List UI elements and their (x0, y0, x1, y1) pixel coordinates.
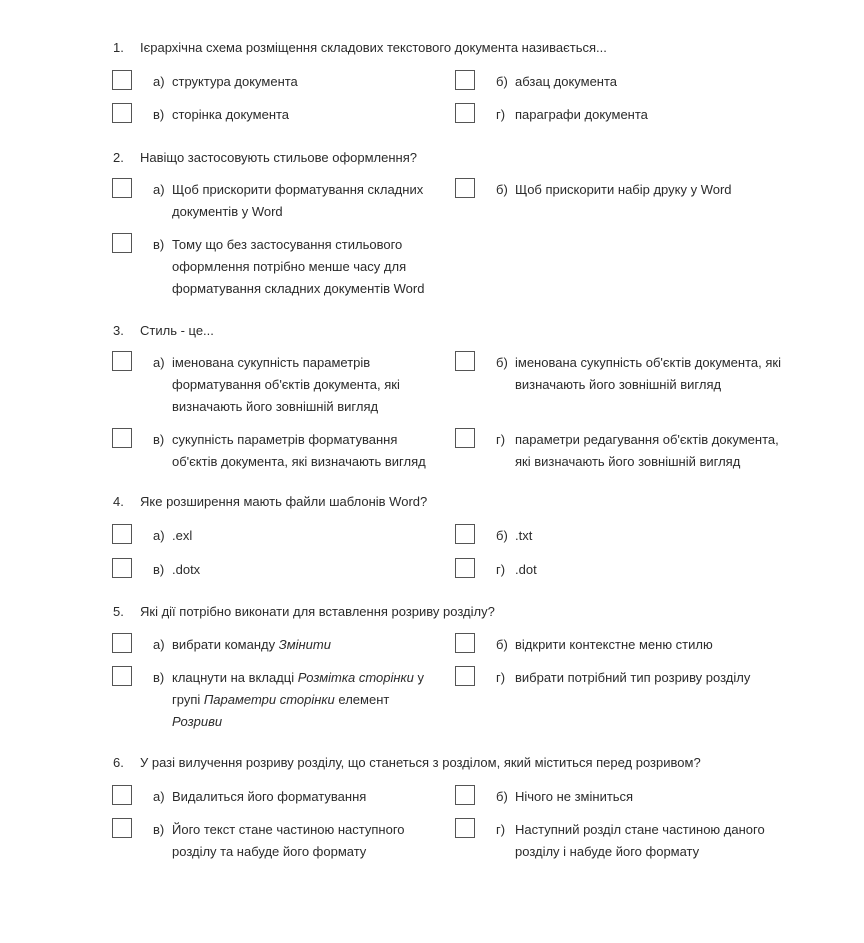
option-text: розділу та набуде його формату (172, 844, 367, 859)
option-text: вибрати команду (172, 637, 279, 652)
option-text: параграфи документа (515, 107, 648, 122)
option-text: відкрити контекстне меню стилю (515, 637, 713, 652)
option-text: групі (172, 692, 204, 707)
option-label: г) (496, 432, 506, 447)
option-text: абзац документа (515, 74, 618, 89)
checkbox[interactable] (112, 428, 132, 448)
checkbox[interactable] (455, 178, 475, 198)
question-number: 6. (113, 755, 124, 770)
checkbox[interactable] (455, 633, 475, 653)
question-number: 1. (113, 40, 124, 55)
option-label: а) (153, 182, 165, 197)
option-text: Його текст стане частиною наступного (172, 822, 405, 837)
option-label: в) (153, 237, 165, 252)
option-text: .dot (515, 562, 537, 577)
option-text: визначають його зовнішній вигляд (515, 377, 722, 392)
question-text: Навіщо застосовують стильове оформлення? (140, 150, 418, 165)
option-text: оформлення потрібно менше часу для (172, 259, 407, 274)
checkbox[interactable] (455, 70, 475, 90)
question-number: 2. (113, 150, 124, 165)
option-label: г) (496, 562, 506, 577)
checkbox[interactable] (112, 818, 132, 838)
option-label: б) (496, 528, 508, 543)
checkbox[interactable] (455, 524, 475, 544)
option-label: б) (496, 74, 508, 89)
option-label: б) (496, 789, 508, 804)
option-text: форматування об'єктів документа, які (172, 377, 400, 392)
checkbox[interactable] (112, 558, 132, 578)
option-text: іменована сукупність параметрів (172, 355, 371, 370)
option-label: в) (153, 670, 165, 685)
option-text: параметри редагування об'єктів документа, (515, 432, 779, 447)
option-label: в) (153, 822, 165, 837)
option-label: в) (153, 107, 165, 122)
checkbox[interactable] (455, 666, 475, 686)
option-text: у (413, 670, 425, 685)
option-label: в) (153, 562, 165, 577)
checkbox[interactable] (455, 558, 475, 578)
checkbox[interactable] (112, 524, 132, 544)
option-text: визначають його зовнішній вигляд (172, 399, 379, 414)
option-text: Нічого не зміниться (515, 789, 634, 804)
checkbox[interactable] (455, 351, 475, 371)
question-text: Яке розширення мають файли шаблонів Word? (140, 494, 428, 509)
option-text: Видалиться його форматування (172, 789, 367, 804)
option-text-italic: Змінити (278, 637, 331, 652)
option-label: б) (496, 637, 508, 652)
question-1-title (113, 40, 607, 56)
option-text: Тому що без застосування стильового (172, 237, 403, 252)
checkbox[interactable] (455, 103, 475, 123)
option-text: .dotx (172, 562, 201, 577)
option-text: Щоб прискорити форматування складних (172, 182, 424, 197)
question-text: Які дії потрібно виконати для вставлення розриву розділу? (140, 604, 495, 619)
checkbox[interactable] (112, 785, 132, 805)
checkbox[interactable] (112, 103, 132, 123)
option-text: .exl (172, 528, 193, 543)
option-text: вибрати потрібний тип розриву розділу (515, 670, 751, 685)
option-text-italic: Розмітка сторінки (297, 670, 414, 685)
checkbox[interactable] (112, 178, 132, 198)
question-text: Стиль - це... (140, 323, 214, 338)
option-text: елемент (334, 692, 390, 707)
option-label: в) (153, 432, 165, 447)
question-5-title (113, 604, 495, 620)
option-label: б) (496, 355, 508, 370)
question-4-title (113, 494, 427, 510)
option-text: .txt (515, 528, 533, 543)
option-text: документів у Word (172, 204, 283, 219)
option-label: г) (496, 670, 506, 685)
checkbox[interactable] (455, 428, 475, 448)
option-text: які визначають його зовнішній вигляд (515, 454, 741, 469)
option-text-italic: Параметри сторінки (203, 692, 335, 707)
option-label: б) (496, 182, 508, 197)
option-label: а) (153, 637, 165, 652)
checkbox[interactable] (455, 818, 475, 838)
checkbox[interactable] (455, 785, 475, 805)
option-text: іменована сукупність об'єктів документа, які (515, 355, 781, 370)
question-2-title (113, 150, 417, 166)
checkbox[interactable] (112, 633, 132, 653)
question-text: Ієрархічна схема розміщення складових текстового документа називається... (140, 40, 607, 55)
question-text: У разі вилучення розриву розділу, що станеться з розділом, який міститься перед розривом? (140, 755, 701, 770)
option-text: Наступний розділ стане частиною даного (515, 822, 765, 837)
checkbox[interactable] (112, 233, 132, 253)
checkbox[interactable] (112, 351, 132, 371)
option-text: форматування складних документів Word (172, 281, 425, 296)
option-text: Щоб прискорити набір друку у Word (515, 182, 732, 197)
question-number: 3. (113, 323, 124, 338)
question-number: 4. (113, 494, 124, 509)
option-text: розділу і набуде його формату (515, 844, 700, 859)
option-label: а) (153, 355, 165, 370)
option-text: сторінка документа (172, 107, 290, 122)
option-text: клацнути на вкладці (172, 670, 298, 685)
option-label: г) (496, 822, 506, 837)
option-text: об'єктів документа, які визначають вигляд (172, 454, 426, 469)
option-label: а) (153, 528, 165, 543)
question-6-title (113, 755, 701, 771)
option-label: а) (153, 789, 165, 804)
option-text-italic: Розриви (172, 714, 223, 729)
checkbox[interactable] (112, 666, 132, 686)
option-label: г) (496, 107, 506, 122)
question-3-title (113, 323, 214, 339)
checkbox[interactable] (112, 70, 132, 90)
option-text: структура документа (172, 74, 298, 89)
option-text: сукупність параметрів форматування (172, 432, 398, 447)
option-label: а) (153, 74, 165, 89)
question-number: 5. (113, 604, 124, 619)
